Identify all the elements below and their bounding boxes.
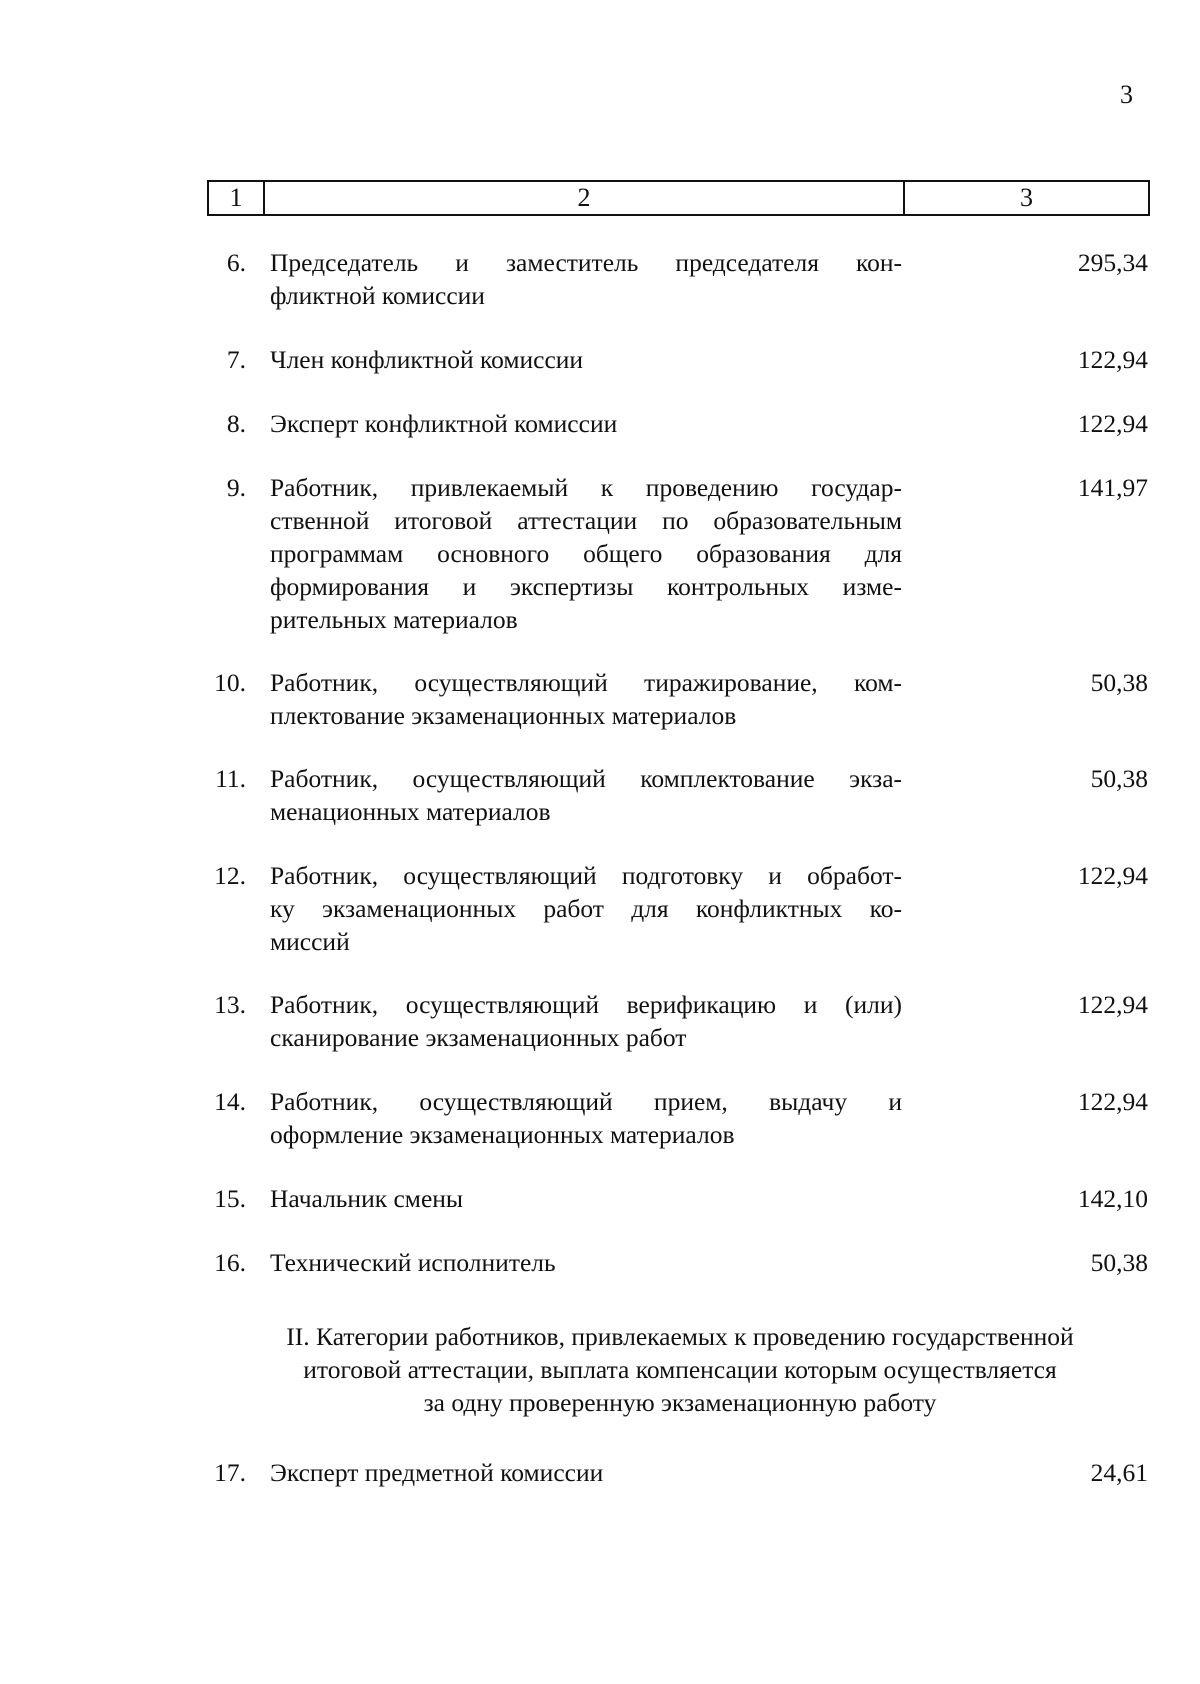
table-header-col-1: 1: [209, 182, 265, 214]
row-label-line: Работник, осуществляющий прием, выдачу и: [270, 1087, 902, 1116]
row-label-line: рительных материалов: [270, 605, 518, 634]
row-label-line: менационных материалов: [270, 797, 551, 826]
row-label-line: Работник, привлекаемый к проведению государ-: [270, 473, 902, 502]
row-label-line: Эксперт предметной комиссии: [270, 1458, 604, 1487]
row-value: 142,10: [1077, 1184, 1148, 1213]
row-label: [270, 859, 902, 958]
row-label-line: сканирование экзаменационных работ: [270, 1023, 687, 1052]
row-number: 14.: [214, 1087, 246, 1116]
row-label-line: формирования и экспертизы контрольных изме-: [270, 572, 902, 601]
row-number: 12.: [214, 861, 246, 890]
row-label: [270, 471, 902, 636]
row-label-line: фликтной комиссии: [270, 281, 485, 310]
row-label-line: ственной итоговой аттестации по образовательным: [270, 506, 902, 535]
row-value: 141,97: [1077, 473, 1148, 502]
row-label: [270, 1182, 902, 1215]
page-number: 3: [1120, 80, 1133, 109]
row-label: [270, 407, 902, 440]
row-number: 9.: [226, 473, 246, 502]
row-label-line: ку экзаменационных работ для конфликтных ко-: [270, 894, 902, 923]
row-label: [270, 1085, 902, 1151]
row-label-line: Эксперт конфликтной комиссии: [270, 409, 618, 438]
row-number: 17.: [214, 1458, 246, 1487]
section-heading-line: II. Категории работников, привлекаемых к проведению государственной: [286, 1322, 1074, 1351]
row-number: 11.: [215, 764, 246, 793]
row-label-line: миссий: [270, 927, 350, 956]
row-label: [270, 988, 902, 1054]
row-label-line: плектование экзаменационных материалов: [270, 701, 737, 730]
row-label: [270, 1456, 902, 1489]
row-value: 295,34: [1077, 248, 1148, 277]
row-label-line: оформление экзаменационных материалов: [270, 1120, 735, 1149]
table-header-row: [207, 180, 1150, 216]
row-number: 16.: [214, 1248, 246, 1277]
row-value: 122,94: [1077, 409, 1148, 438]
row-label: [270, 762, 902, 828]
row-label-line: программам основного общего образования для: [270, 539, 902, 568]
row-label: [270, 1246, 902, 1279]
row-label-line: Работник, осуществляющий подготовку и обработ-: [270, 861, 902, 890]
row-value: 122,94: [1077, 1087, 1148, 1116]
table-header-col-3: 3: [1020, 183, 1033, 212]
row-number: 15.: [214, 1184, 246, 1213]
row-label-line: Работник, осуществляющий верификацию и (или): [270, 990, 902, 1019]
row-value: 50,38: [1090, 1248, 1148, 1277]
row-value: 50,38: [1090, 764, 1148, 793]
row-label: [270, 246, 902, 312]
row-number: 10.: [214, 668, 246, 697]
row-value: 122,94: [1077, 345, 1148, 374]
row-label-line: Член конфликтной комиссии: [270, 345, 584, 374]
row-value: 122,94: [1077, 990, 1148, 1019]
table-header-col-2: 2: [265, 182, 905, 214]
row-label: [270, 666, 902, 732]
row-label-line: Работник, осуществляющий тиражирование, ком-: [270, 668, 902, 697]
row-label-line: Технический исполнитель: [270, 1248, 556, 1277]
row-number: 6.: [226, 248, 246, 277]
row-label-line: Председатель и заместитель председателя кон-: [270, 248, 902, 277]
section-heading-line: итоговой аттестации, выплата компенсации которым осуществляется: [303, 1355, 1057, 1384]
row-label: [270, 343, 902, 376]
row-label-line: Работник, осуществляющий комплектование экза-: [270, 764, 902, 793]
row-number: 8.: [226, 409, 246, 438]
row-value: 50,38: [1090, 668, 1148, 697]
section-heading-line: за одну проверенную экзаменационную работу: [423, 1388, 937, 1417]
row-number: 7.: [226, 345, 246, 374]
row-number: 13.: [214, 990, 246, 1019]
row-value: 122,94: [1077, 861, 1148, 890]
row-label-line: Начальник смены: [270, 1184, 464, 1213]
section-heading: [200, 1320, 1160, 1419]
row-value: 24,61: [1090, 1458, 1148, 1487]
